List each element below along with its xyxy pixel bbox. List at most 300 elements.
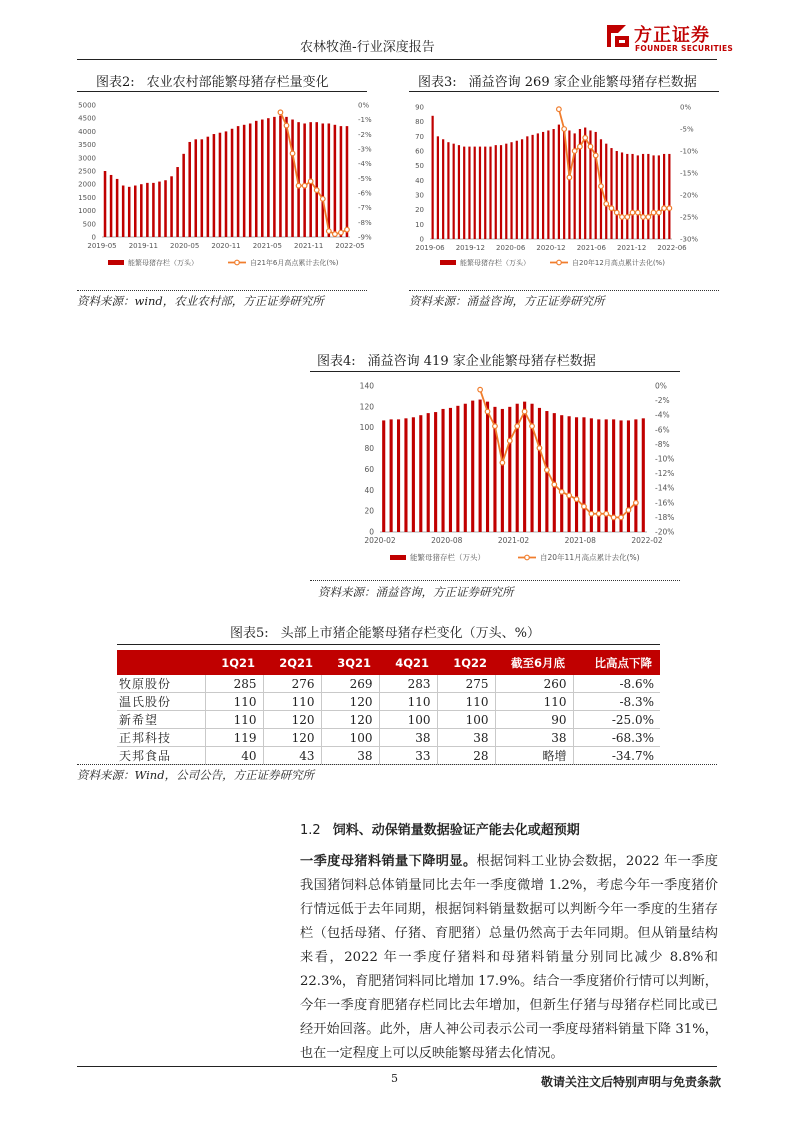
table-cell: 260 bbox=[495, 675, 573, 693]
decline-point bbox=[662, 206, 667, 211]
bar-mark bbox=[486, 402, 489, 532]
bar-mark bbox=[626, 154, 628, 239]
bar-mark bbox=[531, 135, 533, 239]
bar-mark bbox=[140, 184, 143, 237]
table-row bbox=[117, 711, 660, 729]
table-cell: 110 bbox=[205, 693, 263, 711]
bar-mark bbox=[553, 413, 556, 532]
y-right-tick-label: 0% bbox=[655, 381, 667, 391]
bar-mark bbox=[340, 126, 343, 237]
figure-3-dotted-rule bbox=[409, 290, 719, 291]
decline-point bbox=[290, 151, 295, 156]
logo-en-text: FOUNDER SECURITIES bbox=[635, 44, 734, 53]
bar-mark bbox=[621, 152, 623, 239]
figure-3-caption-rule bbox=[409, 91, 719, 92]
table-row bbox=[117, 729, 660, 747]
bar-mark bbox=[285, 117, 288, 237]
bar-mark bbox=[523, 402, 526, 532]
bar-mark bbox=[631, 154, 633, 239]
bar-mark bbox=[315, 122, 318, 237]
y-right-tick-label: -8% bbox=[655, 439, 670, 449]
decline-point bbox=[572, 149, 577, 154]
bar-mark bbox=[261, 120, 264, 237]
decline-point bbox=[485, 409, 490, 414]
bar-mark bbox=[164, 180, 167, 237]
bar-mark bbox=[642, 154, 644, 239]
table-cell: -68.3% bbox=[573, 729, 660, 747]
table-cell: 110 bbox=[263, 693, 321, 711]
legend-bar-swatch bbox=[440, 260, 456, 265]
legend-bar-label: 能繁母猪存栏（万头） bbox=[410, 553, 485, 562]
bar-mark bbox=[642, 418, 645, 532]
x-tick-label: 2022-02 bbox=[631, 536, 663, 545]
decline-point bbox=[562, 127, 567, 132]
bar-mark bbox=[634, 419, 637, 532]
decline-point bbox=[507, 438, 512, 443]
decline-point bbox=[515, 424, 520, 429]
table-cell: -34.7% bbox=[573, 747, 660, 765]
body-paragraph bbox=[300, 850, 718, 1066]
legend-line-marker bbox=[235, 260, 240, 265]
figure-2-source: 资料来源：wind，农业农村部，方正证券研究所 bbox=[77, 294, 324, 308]
legend-line-marker bbox=[557, 260, 562, 265]
bar-mark bbox=[273, 117, 276, 237]
x-tick-label: 2019-11 bbox=[128, 242, 158, 250]
table-cell: -8.6% bbox=[573, 675, 660, 693]
company-name-cell: 正邦科技 bbox=[117, 729, 205, 747]
decline-point bbox=[333, 232, 338, 237]
bar-mark bbox=[538, 408, 541, 532]
bar-mark bbox=[458, 145, 460, 239]
bar-mark bbox=[427, 413, 430, 532]
bar-mark bbox=[560, 415, 563, 532]
bar-mark bbox=[582, 417, 585, 532]
y-left-tick-label: 50 bbox=[415, 162, 424, 171]
bar-mark bbox=[104, 171, 107, 237]
decline-point bbox=[604, 511, 609, 516]
table-cell: 110 bbox=[437, 693, 495, 711]
decline-point bbox=[641, 215, 646, 220]
decline-point bbox=[625, 215, 630, 220]
bar-mark bbox=[128, 187, 131, 237]
y-right-tick-label: -4% bbox=[655, 410, 670, 420]
y-right-tick-label: -3% bbox=[358, 145, 372, 154]
figure-4-source: 资料来源：涌益咨询，方正证券研究所 bbox=[318, 585, 514, 599]
paragraph-text: 根据饲料工业协会数据，2022 年一季度我国猪饲料总体销量同比去年一季度微增 1.2%，考虑今年一季度猪价行情远低于去年同期，根据饲料销量数据可以判断今年一季度的生猪存栏（包括母猪、仔猪、育肥猪）总量仍然高于去年同期。但从销量结构来看，2022 年一季度仔猪料和母猪料销量分别同比减少 8.8%和 22.3%，育肥猪饲料同比增加 17.9%。结合一季度猪价行情可以判断，今年一季度育肥猪存栏同比去年增加，但新生仔猪与母猪存栏同比或已经开始回落。此外，唐人神公司表示公司一季度母猪料销量下降 31%，也在一定程度上可以反映能繁母猪去化情况。 bbox=[300, 854, 718, 1061]
y-left-tick-label: 70 bbox=[415, 132, 424, 141]
legend-bar-swatch bbox=[390, 555, 406, 560]
y-right-tick-label: 0% bbox=[680, 103, 692, 112]
figure-3-caption bbox=[418, 71, 697, 90]
table-cell: -8.3% bbox=[573, 693, 660, 711]
company-name-cell: 牧原股份 bbox=[117, 675, 205, 693]
table-cell: 119 bbox=[205, 729, 263, 747]
bar-mark bbox=[231, 129, 234, 237]
y-left-tick-label: 0 bbox=[91, 233, 96, 242]
y-left-tick-label: 60 bbox=[415, 147, 424, 156]
decline-point bbox=[493, 424, 498, 429]
bar-mark bbox=[334, 125, 337, 237]
decline-point bbox=[596, 511, 601, 516]
company-name-cell: 温氏股份 bbox=[117, 693, 205, 711]
bar-mark bbox=[255, 121, 258, 237]
decline-point bbox=[582, 504, 587, 509]
y-left-tick-label: 100 bbox=[359, 423, 374, 433]
x-tick-label: 2019-12 bbox=[455, 244, 485, 252]
y-right-tick-label: -10% bbox=[680, 147, 699, 156]
bar-mark bbox=[568, 416, 571, 532]
bar-mark bbox=[501, 409, 504, 532]
table-header-cell: 2Q21 bbox=[263, 650, 321, 675]
x-tick-label: 2020-06 bbox=[496, 244, 526, 252]
y-left-tick-label: 2000 bbox=[78, 180, 96, 189]
decline-point bbox=[620, 215, 625, 220]
x-tick-label: 2021-08 bbox=[564, 536, 596, 545]
y-right-tick-label: -1% bbox=[358, 116, 372, 125]
y-right-tick-label: 0% bbox=[358, 101, 370, 110]
bar-mark bbox=[516, 141, 518, 239]
figure-4-dotted-rule bbox=[310, 580, 680, 581]
decline-point bbox=[552, 482, 557, 487]
disclaimer-link[interactable]: 敬请关注文后特别声明与免责条款 bbox=[541, 1075, 722, 1089]
table-cell: 40 bbox=[205, 747, 263, 765]
y-right-tick-label: -5% bbox=[680, 125, 694, 134]
x-tick-label: 2019-06 bbox=[415, 244, 445, 252]
bar-mark bbox=[279, 116, 282, 237]
bar-mark bbox=[647, 154, 649, 239]
y-left-tick-label: 4500 bbox=[78, 114, 96, 123]
decline-point bbox=[574, 497, 579, 502]
bar-mark bbox=[225, 131, 228, 237]
x-tick-label: 2019-05 bbox=[87, 242, 117, 250]
bar-mark bbox=[437, 136, 439, 239]
y-left-tick-label: 80 bbox=[415, 118, 424, 127]
decline-point bbox=[545, 468, 550, 473]
bar-mark bbox=[432, 116, 434, 239]
decline-point bbox=[667, 206, 672, 211]
decline-point bbox=[609, 206, 614, 211]
bar-mark bbox=[134, 186, 137, 237]
bar-mark bbox=[558, 125, 560, 239]
table-header-cell: 比高点下降 bbox=[573, 650, 660, 675]
bar-mark bbox=[328, 123, 331, 237]
y-left-tick-label: 20 bbox=[415, 206, 424, 215]
bar-mark bbox=[390, 419, 393, 532]
decline-point bbox=[593, 153, 598, 158]
y-left-tick-label: 140 bbox=[359, 381, 374, 391]
bar-mark bbox=[575, 417, 578, 532]
section-heading bbox=[300, 819, 580, 838]
y-left-tick-label: 60 bbox=[364, 464, 374, 474]
logo-cn-text: 方正证券 bbox=[634, 25, 710, 46]
bar-mark bbox=[553, 129, 555, 239]
x-tick-label: 2021-11 bbox=[294, 242, 324, 250]
table-cell: 276 bbox=[263, 675, 321, 693]
y-left-tick-label: 5000 bbox=[78, 101, 96, 110]
bar-mark bbox=[605, 144, 607, 239]
decline-point bbox=[589, 511, 594, 516]
bar-mark bbox=[243, 125, 246, 237]
figure-4-title: 涌益咨询 419 家企业能繁母猪存栏数据 bbox=[367, 354, 596, 369]
table-cell: 120 bbox=[263, 729, 321, 747]
table-source: 资料来源：Wind，公司公告，方正证券研究所 bbox=[77, 768, 315, 782]
y-right-tick-label: -16% bbox=[655, 498, 675, 508]
decline-point bbox=[530, 424, 535, 429]
table-cell: 285 bbox=[205, 675, 263, 693]
founder-logo bbox=[604, 20, 734, 56]
legend-bar-swatch bbox=[108, 260, 124, 265]
bar-mark bbox=[397, 419, 400, 532]
table-cell: 110 bbox=[205, 711, 263, 729]
bar-mark bbox=[146, 183, 149, 237]
figure-2-number: 图表2: bbox=[96, 75, 135, 90]
y-right-tick-label: -5% bbox=[358, 174, 372, 183]
bar-mark bbox=[322, 123, 325, 237]
table-cell: 28 bbox=[437, 747, 495, 765]
company-name-cell: 天邦食品 bbox=[117, 747, 205, 765]
y-left-tick-label: 30 bbox=[415, 191, 424, 200]
legend-line-label: 自21年6月高点累计去化(%) bbox=[250, 259, 339, 267]
figure-2-caption bbox=[96, 71, 329, 90]
paragraph-lead: 一季度母猪料销量下降明显。 bbox=[300, 854, 477, 869]
x-tick-label: 2021-06 bbox=[576, 244, 606, 252]
bar-mark bbox=[500, 145, 502, 239]
bar-mark bbox=[495, 145, 497, 239]
figure-2-title: 农业农村部能繁母猪存栏量变化 bbox=[146, 75, 329, 90]
table-header-cell: 1Q22 bbox=[437, 650, 495, 675]
y-right-tick-label: -6% bbox=[655, 425, 670, 435]
bar-mark bbox=[116, 179, 119, 237]
y-right-tick-label: -15% bbox=[680, 169, 699, 178]
table-cell: 100 bbox=[379, 711, 437, 729]
decline-point bbox=[522, 409, 527, 414]
bar-mark bbox=[637, 155, 639, 239]
table-row bbox=[117, 693, 660, 711]
page-number: 5 bbox=[391, 1072, 398, 1085]
figure-4-caption-rule bbox=[310, 371, 680, 372]
table-cell: 120 bbox=[321, 711, 379, 729]
bar-mark bbox=[471, 401, 474, 532]
table-cell: 43 bbox=[263, 747, 321, 765]
y-left-tick-label: 1500 bbox=[78, 193, 96, 202]
bar-mark bbox=[441, 409, 444, 532]
decline-point bbox=[646, 215, 651, 220]
section-number: 1.2 bbox=[300, 823, 321, 838]
y-left-tick-label: 90 bbox=[415, 103, 424, 112]
bar-mark bbox=[176, 167, 179, 237]
y-left-tick-label: 20 bbox=[364, 506, 374, 516]
bar-mark bbox=[595, 132, 597, 239]
decline-point bbox=[537, 446, 542, 451]
x-tick-label: 2021-02 bbox=[497, 536, 530, 545]
bar-mark bbox=[464, 404, 467, 532]
table-cell: 38 bbox=[321, 747, 379, 765]
header-rule bbox=[77, 59, 717, 60]
table-caption-title: 头部上市猪企能繁母猪存栏变化（万头、%） bbox=[280, 626, 541, 641]
bar-mark bbox=[627, 420, 630, 532]
y-left-tick-label: 3500 bbox=[78, 141, 96, 150]
decline-point bbox=[578, 144, 583, 149]
y-right-tick-label: -12% bbox=[655, 469, 675, 479]
decline-point bbox=[630, 210, 635, 215]
figure-4-chart bbox=[350, 374, 690, 570]
bar-mark bbox=[489, 147, 491, 239]
bar-mark bbox=[568, 130, 570, 239]
section-title: 饲料、动保销量数据验证产能去化或超预期 bbox=[332, 823, 580, 838]
decline-point bbox=[567, 493, 572, 498]
x-tick-label: 2022-05 bbox=[335, 242, 365, 250]
y-left-tick-label: 10 bbox=[415, 220, 424, 229]
legend-line-label: 自20年12月高点累计去化(%) bbox=[572, 259, 665, 267]
y-right-tick-label: -9% bbox=[358, 233, 372, 242]
decline-point bbox=[588, 144, 593, 149]
bar-mark bbox=[442, 139, 444, 239]
y-right-tick-label: -2% bbox=[358, 130, 372, 139]
table-cell: 100 bbox=[321, 729, 379, 747]
table-cell: 38 bbox=[379, 729, 437, 747]
x-tick-label: 2020-05 bbox=[170, 242, 200, 250]
decline-point bbox=[583, 136, 588, 141]
bar-mark bbox=[110, 175, 113, 237]
table-cell: 38 bbox=[495, 729, 573, 747]
table-cell: 120 bbox=[263, 711, 321, 729]
bar-mark bbox=[456, 406, 459, 532]
figure-3-number: 图表3: bbox=[418, 75, 457, 90]
bar-mark bbox=[616, 151, 618, 239]
bar-mark bbox=[542, 132, 544, 239]
table-header-cell: 3Q21 bbox=[321, 650, 379, 675]
bar-mark bbox=[584, 128, 586, 239]
decline-point bbox=[657, 210, 662, 215]
table-cell: 283 bbox=[379, 675, 437, 693]
bar-mark bbox=[267, 118, 270, 237]
bar-mark bbox=[419, 415, 422, 532]
bar-mark bbox=[484, 147, 486, 239]
bar-mark bbox=[207, 137, 210, 237]
bar-mark bbox=[237, 126, 240, 237]
bar-mark bbox=[510, 142, 512, 239]
bar-mark bbox=[122, 186, 125, 237]
bar-mark bbox=[505, 144, 507, 239]
bar-mark bbox=[434, 412, 437, 532]
bar-mark bbox=[537, 133, 539, 239]
legend-bar-label: 能繁母猪存栏（万头） bbox=[128, 259, 198, 267]
bar-mark bbox=[453, 144, 455, 239]
y-right-tick-label: -7% bbox=[358, 204, 372, 213]
table-cell: -25.0% bbox=[573, 711, 660, 729]
bar-mark bbox=[610, 148, 612, 239]
x-tick-label: 2021-12 bbox=[617, 244, 647, 252]
decline-point bbox=[557, 107, 562, 112]
y-left-tick-label: 1000 bbox=[78, 207, 96, 216]
table-cell: 275 bbox=[437, 675, 495, 693]
figure-3-chart bbox=[400, 95, 720, 275]
bar-mark bbox=[346, 126, 349, 237]
table-cell: 90 bbox=[495, 711, 573, 729]
legend-line-label: 自20年11月高点累计去化(%) bbox=[540, 553, 640, 562]
x-tick-label: 2020-12 bbox=[536, 244, 566, 252]
bar-mark bbox=[463, 147, 465, 239]
decline-point bbox=[500, 460, 505, 465]
bar-mark bbox=[521, 139, 523, 239]
bar-mark bbox=[194, 139, 197, 237]
sow-inventory-table bbox=[117, 650, 660, 765]
figure-3-source: 资料来源：涌益咨询，方正证券研究所 bbox=[409, 294, 605, 308]
bar-mark bbox=[182, 154, 185, 237]
bar-mark bbox=[201, 139, 204, 237]
y-left-tick-label: 0 bbox=[369, 527, 374, 537]
bar-mark bbox=[188, 142, 191, 237]
y-right-tick-label: -2% bbox=[655, 396, 670, 406]
bar-mark bbox=[668, 154, 670, 239]
decline-point bbox=[320, 197, 325, 202]
x-tick-label: 2020-08 bbox=[431, 536, 463, 545]
y-right-tick-label: -4% bbox=[358, 160, 372, 169]
decline-point bbox=[308, 179, 313, 184]
decline-point bbox=[339, 230, 344, 235]
y-right-tick-label: -18% bbox=[655, 512, 675, 522]
bar-mark bbox=[152, 183, 155, 237]
decline-point bbox=[634, 501, 639, 506]
table-header-cell bbox=[117, 650, 205, 675]
y-left-tick-label: 4000 bbox=[78, 127, 96, 136]
decline-point bbox=[327, 229, 332, 234]
table-header-cell: 4Q21 bbox=[379, 650, 437, 675]
table-cell: 略增 bbox=[495, 747, 573, 765]
table-cell: 33 bbox=[379, 747, 437, 765]
bar-mark bbox=[158, 182, 161, 237]
bar-mark bbox=[291, 120, 294, 237]
y-right-tick-label: -25% bbox=[680, 213, 699, 222]
decline-point bbox=[619, 515, 624, 520]
x-tick-label: 2022-06 bbox=[657, 244, 687, 252]
y-right-tick-label: -20% bbox=[680, 191, 699, 200]
legend-line-marker bbox=[525, 555, 530, 560]
decline-point bbox=[611, 515, 616, 520]
decline-point bbox=[345, 227, 350, 232]
bar-mark bbox=[663, 154, 665, 239]
bar-mark bbox=[479, 400, 482, 532]
y-left-tick-label: 80 bbox=[364, 444, 374, 454]
decline-point bbox=[604, 202, 609, 207]
bar-mark bbox=[249, 123, 252, 237]
decline-point bbox=[314, 188, 319, 193]
table-row bbox=[117, 675, 660, 693]
decline-point bbox=[296, 183, 301, 188]
y-left-tick-label: 500 bbox=[82, 220, 96, 229]
y-left-tick-label: 2500 bbox=[78, 167, 96, 176]
bar-mark bbox=[474, 147, 476, 239]
figure-2-dotted-rule bbox=[77, 290, 367, 291]
bar-mark bbox=[547, 130, 549, 239]
table-header-cell: 截至6月底 bbox=[495, 650, 573, 675]
bar-mark bbox=[468, 147, 470, 239]
table-dotted-rule bbox=[77, 764, 717, 765]
decline-point bbox=[626, 508, 631, 513]
y-left-tick-label: 3000 bbox=[78, 154, 96, 163]
decline-point bbox=[559, 490, 564, 495]
running-title: 农林牧渔-行业深度报告 bbox=[300, 40, 435, 55]
decline-point bbox=[278, 110, 283, 115]
bar-mark bbox=[508, 407, 511, 532]
figure-4-number: 图表4: bbox=[317, 354, 356, 369]
y-left-tick-label: 40 bbox=[415, 176, 424, 185]
y-left-tick-label: 0 bbox=[419, 235, 424, 244]
bar-mark bbox=[479, 147, 481, 239]
bar-mark bbox=[412, 417, 415, 532]
y-right-tick-label: -30% bbox=[680, 235, 699, 244]
table-header-cell: 1Q21 bbox=[205, 650, 263, 675]
